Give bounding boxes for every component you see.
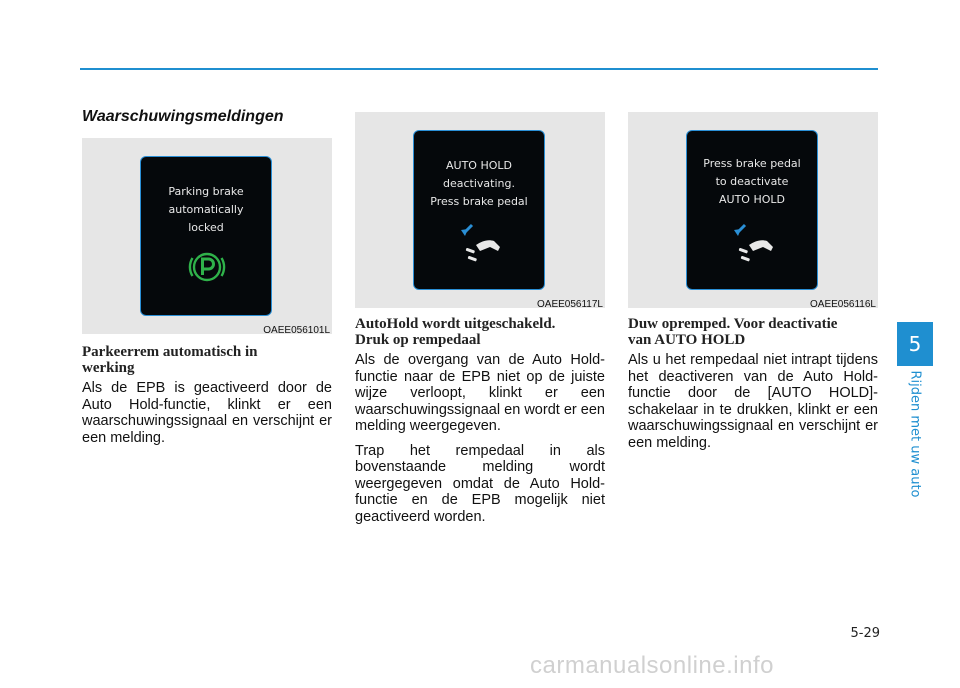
paragraph: Als u het rempedaal niet intrapt tijdens het deactiveren van de Auto Hold-functie door de [AUTO HOLD]-schakelaar in te drukken, klinkt er een waarschuwingssignaal en verschijnt er een melding. <box>628 352 878 451</box>
subheading-line: van AUTO HOLD <box>628 332 746 348</box>
brake-pedal-icon <box>731 221 779 269</box>
body-text-press-brake <box>628 352 878 459</box>
cluster-display <box>413 130 545 290</box>
display-line: locked <box>188 221 224 234</box>
top-rule <box>80 68 878 70</box>
figure-autohold-deactivating <box>355 112 605 308</box>
display-message <box>414 157 544 211</box>
display-message <box>141 183 271 237</box>
subheading-line: Parkeerrem automatisch in <box>82 344 258 360</box>
chapter-number-tab: 5 <box>897 322 933 366</box>
paragraph: Als de overgang van de Auto Hold-functie naar de EPB niet op de juiste wijze verloopt, klinkt er een waarschuwingssignaal en wordt er een melding weergegeven. <box>355 352 605 434</box>
watermark: carmanualsonline.info <box>530 652 774 679</box>
display-line: Press brake pedal <box>703 157 801 170</box>
figure-code: OAEE056116L <box>810 299 876 310</box>
display-line: AUTO HOLD <box>446 159 512 172</box>
display-line: automatically <box>168 203 244 216</box>
figure-code: OAEE056117L <box>537 299 603 310</box>
subheading-autohold-deactivating <box>355 316 605 348</box>
cluster-display <box>140 156 272 316</box>
figure-code: OAEE056101L <box>263 325 330 336</box>
subheading-line: AutoHold wordt uitgeschakeld. <box>355 316 556 332</box>
display-line: to deactivate <box>715 175 789 188</box>
section-heading: Waarschuwingsmeldingen <box>82 108 284 125</box>
page-number: 5-29 <box>850 626 880 641</box>
display-line: Press brake pedal <box>430 195 528 208</box>
paragraph: Trap het rempedaal in als bovenstaande melding wordt weergegeven omdat de Auto Hold-functie en de EPB mogelijk niet geactiveerd worden. <box>355 442 605 525</box>
subheading-press-brake <box>628 316 878 348</box>
chapter-title-text: Rijden met uw auto <box>907 370 923 498</box>
display-line: Parking brake <box>168 185 244 198</box>
body-text-autohold-deactivating <box>355 352 605 533</box>
display-line: deactivating. <box>443 177 515 190</box>
display-message <box>687 155 817 209</box>
subheading-parking-brake <box>82 344 332 376</box>
subheading-line: Duw opremped. Voor deactivatie <box>628 316 838 332</box>
brake-pedal-icon <box>458 221 506 269</box>
figure-parking-brake-locked <box>82 138 332 334</box>
body-text-parking-brake <box>82 380 332 454</box>
figure-press-brake-to-deactivate <box>628 112 878 308</box>
subheading-line: Druk op rempedaal <box>355 332 481 348</box>
chapter-title <box>904 372 926 496</box>
subheading-line: werking <box>82 360 135 376</box>
cluster-display <box>686 130 818 290</box>
display-line: AUTO HOLD <box>719 193 785 206</box>
parking-brake-p-icon <box>187 247 227 287</box>
paragraph: Als de EPB is geactiveerd door de Auto Hold-functie, klinkt er een waarschuwingssignaal en verschijnt er een melding. <box>82 380 332 446</box>
